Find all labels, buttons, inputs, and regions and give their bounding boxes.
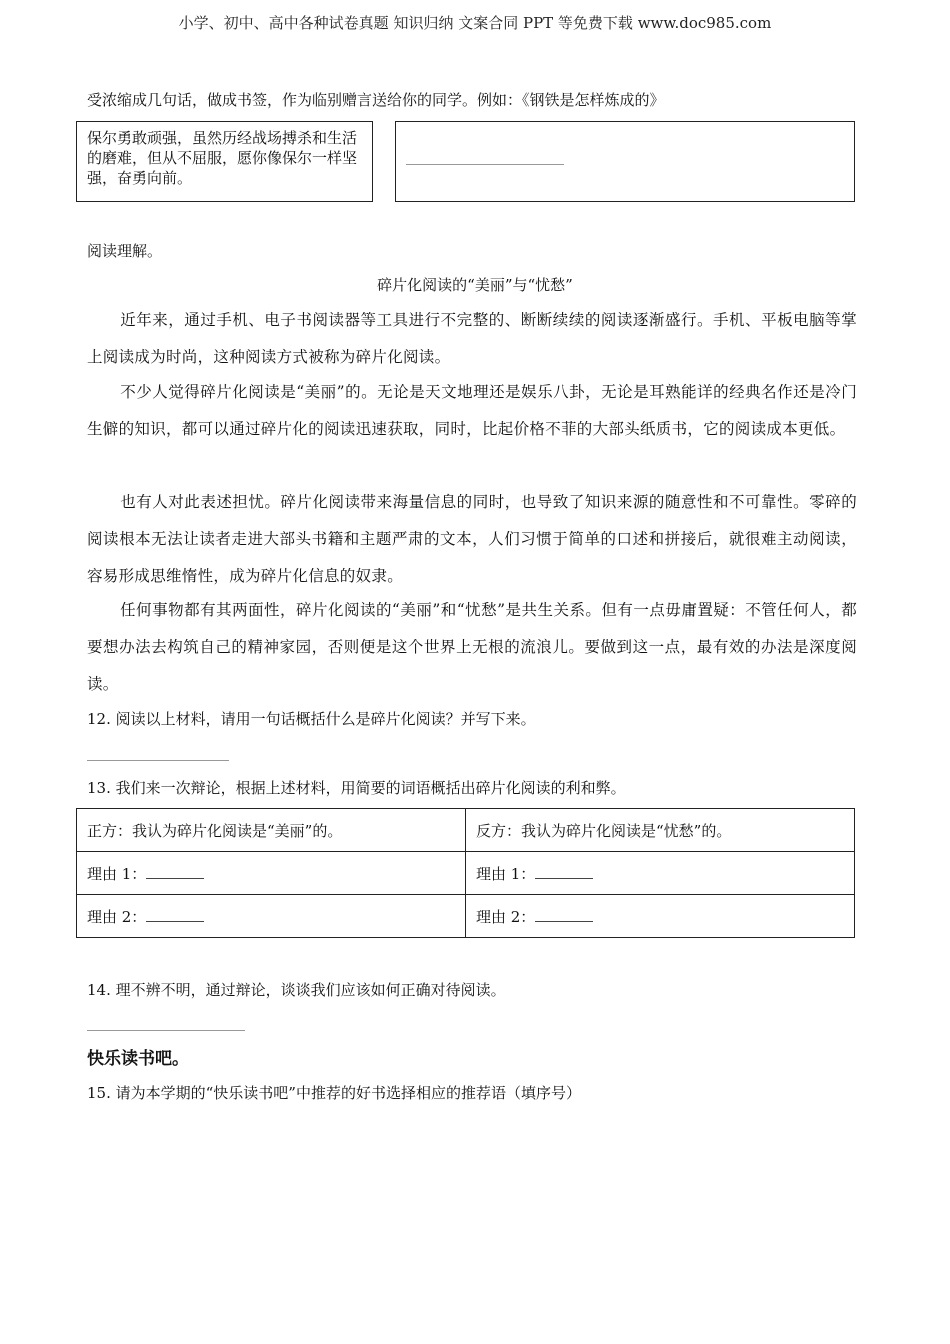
con-header-cell: 反方：我认为碎片化阅读是“忧愁”的。 [466,809,855,852]
q14-answer-line[interactable] [87,1030,245,1031]
question-12: 12. 阅读以上材料，请用一句话概括什么是碎片化阅读？并写下来。 [87,710,536,728]
table-row [77,895,855,938]
article-paragraph [87,302,857,376]
pro-header-cell: 正方：我认为碎片化阅读是“美丽”的。 [77,809,466,852]
article-paragraph [87,592,857,703]
article-title: 碎片化阅读的“美丽”与“忧愁” [377,276,573,294]
con-reason-2-blank[interactable] [535,909,593,922]
page-header: 小学、初中、高中各种试卷真题 知识归纳 文案合同 PPT 等免费下载 www.doc985.com [178,14,772,32]
article-paragraph [87,374,857,448]
question-15: 15. 请为本学期的“快乐读书吧”中推荐的好书选择相应的推荐语（填序号） [87,1084,581,1102]
pro-reason-2-cell[interactable] [77,895,466,938]
paragraph-text: 也有人对此表述担忧。碎片化阅读带来海量信息的同时，也导致了知识来源的随意性和不可靠性。零碎的阅读根本无法让读者走进大部头书籍和主题严肃的文本，人们习惯于简单的口述和拼接后，就很难主动阅读，容易形成思维惰性，成为碎片化信息的奴隶。 [87,493,857,585]
table-row [77,809,855,852]
q12-answer-line[interactable] [87,760,229,761]
reason-label: 理由 1： [87,864,147,883]
con-reason-1-blank[interactable] [535,866,593,879]
con-reason-2-cell[interactable] [466,895,855,938]
reading-label: 阅读理解。 [87,242,163,260]
article-paragraph [87,484,857,595]
answer-bookmark-box[interactable] [395,121,855,202]
pro-reason-2-blank[interactable] [146,909,204,922]
question-13: 13. 我们来一次辩论，根据上述材料，用简要的词语概括出碎片化阅读的利和弊。 [87,779,626,797]
debate-table [76,808,855,938]
reason-label: 理由 2： [476,907,536,926]
pro-reason-1-cell[interactable] [77,852,466,895]
question-14: 14. 理不辨不明，通过辩论，谈谈我们应该如何正确对待阅读。 [87,981,506,999]
example-bookmark-box [76,121,373,202]
con-reason-1-cell[interactable] [466,852,855,895]
reason-label: 理由 2： [87,907,147,926]
example-bookmark-text: 保尔勇敢顽强，虽然历经战场搏杀和生活的磨难，但从不屈服，愿你像保尔一样坚强，奋勇向前。 [87,129,358,187]
pro-reason-1-blank[interactable] [146,866,204,879]
paragraph-text: 任何事物都有其两面性，碎片化阅读的“美丽”和“忧愁”是共生关系。但有一点毋庸置疑：不管任何人，都要想办法去构筑自己的精神家园，否则便是这个世界上无根的流浪儿。要做到这一点，最有效的办法是深度阅读。 [87,601,857,693]
reason-label: 理由 1： [476,864,536,883]
table-row [77,852,855,895]
paragraph-text: 不少人觉得碎片化阅读是“美丽”的。无论是天文地理还是娱乐八卦，无论是耳熟能详的经典名作还是冷门生僻的知识，都可以通过碎片化的阅读迅速获取，同时，比起价格不菲的大部头纸质书，它的阅读成本更低。 [87,383,857,438]
section-heading: 快乐读书吧。 [87,1049,189,1069]
paragraph-text: 近年来，通过手机、电子书阅读器等工具进行不完整的、断断续续的阅读逐渐盛行。手机、平板电脑等掌上阅读成为时尚，这种阅读方式被称为碎片化阅读。 [87,311,857,366]
intro-text: 受浓缩成几句话，做成书签，作为临别赠言送给你的同学。例如：《钢铁是怎样炼成的》 [87,91,665,109]
answer-blank-line[interactable] [406,164,564,165]
